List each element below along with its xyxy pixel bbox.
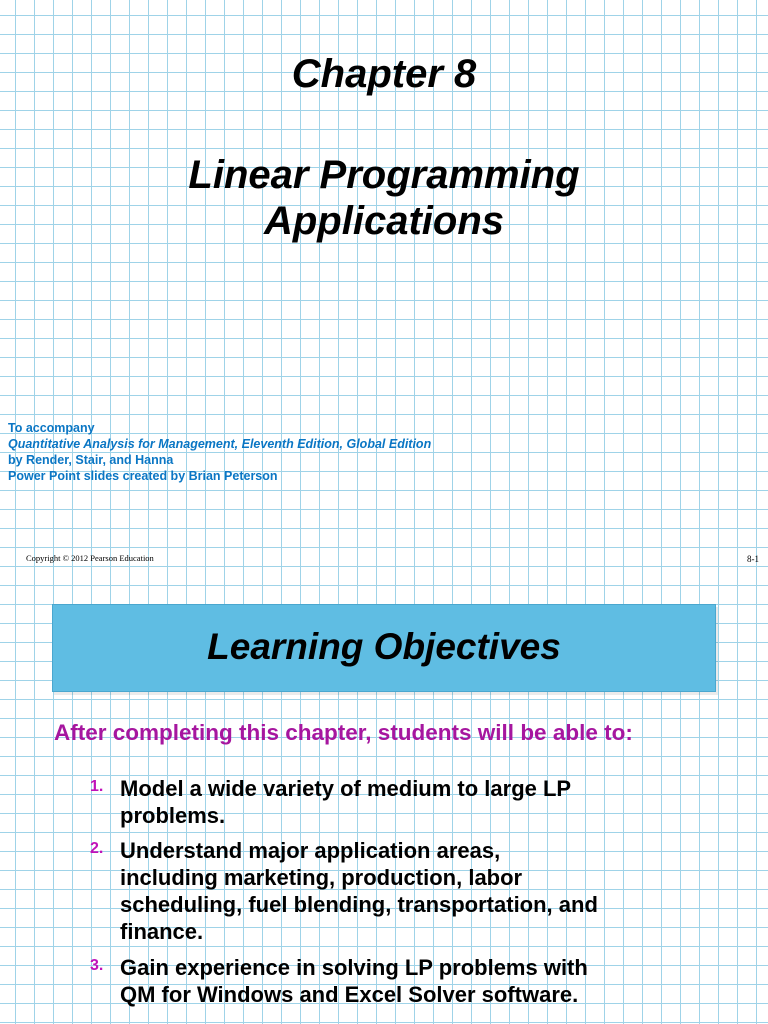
objective-line: scheduling, fuel blending, transportation, and bbox=[120, 892, 598, 917]
objective-line: problems. bbox=[120, 803, 226, 828]
chapter-heading: Chapter 8 bbox=[291, 52, 477, 96]
objective-line: Model a wide variety of medium to large LP bbox=[120, 776, 572, 801]
objective-text bbox=[120, 954, 710, 1008]
title-banner bbox=[52, 604, 716, 692]
objective-line: QM for Windows and Excel Solver software. bbox=[120, 982, 579, 1007]
slide-2 bbox=[0, 580, 768, 1024]
objective-line: Gain experience in solving LP problems with bbox=[120, 955, 588, 980]
objective-line: including marketing, production, labor bbox=[120, 865, 523, 890]
slides-credit: Power Point slides created by Brian Peterson bbox=[8, 469, 278, 483]
objective-number: 1. bbox=[90, 778, 104, 795]
slide-title-line-1: Linear Programming bbox=[188, 153, 580, 197]
objective-text bbox=[120, 775, 710, 829]
banner-title: Learning Objectives bbox=[207, 626, 561, 667]
slide-title-line-2: Applications bbox=[263, 199, 505, 243]
accompany-label: To accompany bbox=[8, 421, 95, 435]
page-number: 8-1 bbox=[747, 554, 759, 564]
objective-number: 3. bbox=[90, 957, 104, 974]
authors: by Render, Stair, and Hanna bbox=[8, 453, 174, 467]
objective-line: Understand major application areas, bbox=[120, 838, 501, 863]
accompany-block bbox=[8, 420, 431, 484]
objective-number: 2. bbox=[90, 840, 104, 857]
objective-text bbox=[120, 837, 710, 945]
slide-title bbox=[0, 152, 768, 244]
objective-line: finance. bbox=[120, 919, 204, 944]
copyright-notice: Copyright © 2012 Pearson Education bbox=[26, 553, 154, 563]
book-title: Quantitative Analysis for Management, Eleventh Edition, Global Edition bbox=[8, 437, 432, 451]
intro-text: After completing this chapter, students will be able to: bbox=[54, 720, 633, 745]
